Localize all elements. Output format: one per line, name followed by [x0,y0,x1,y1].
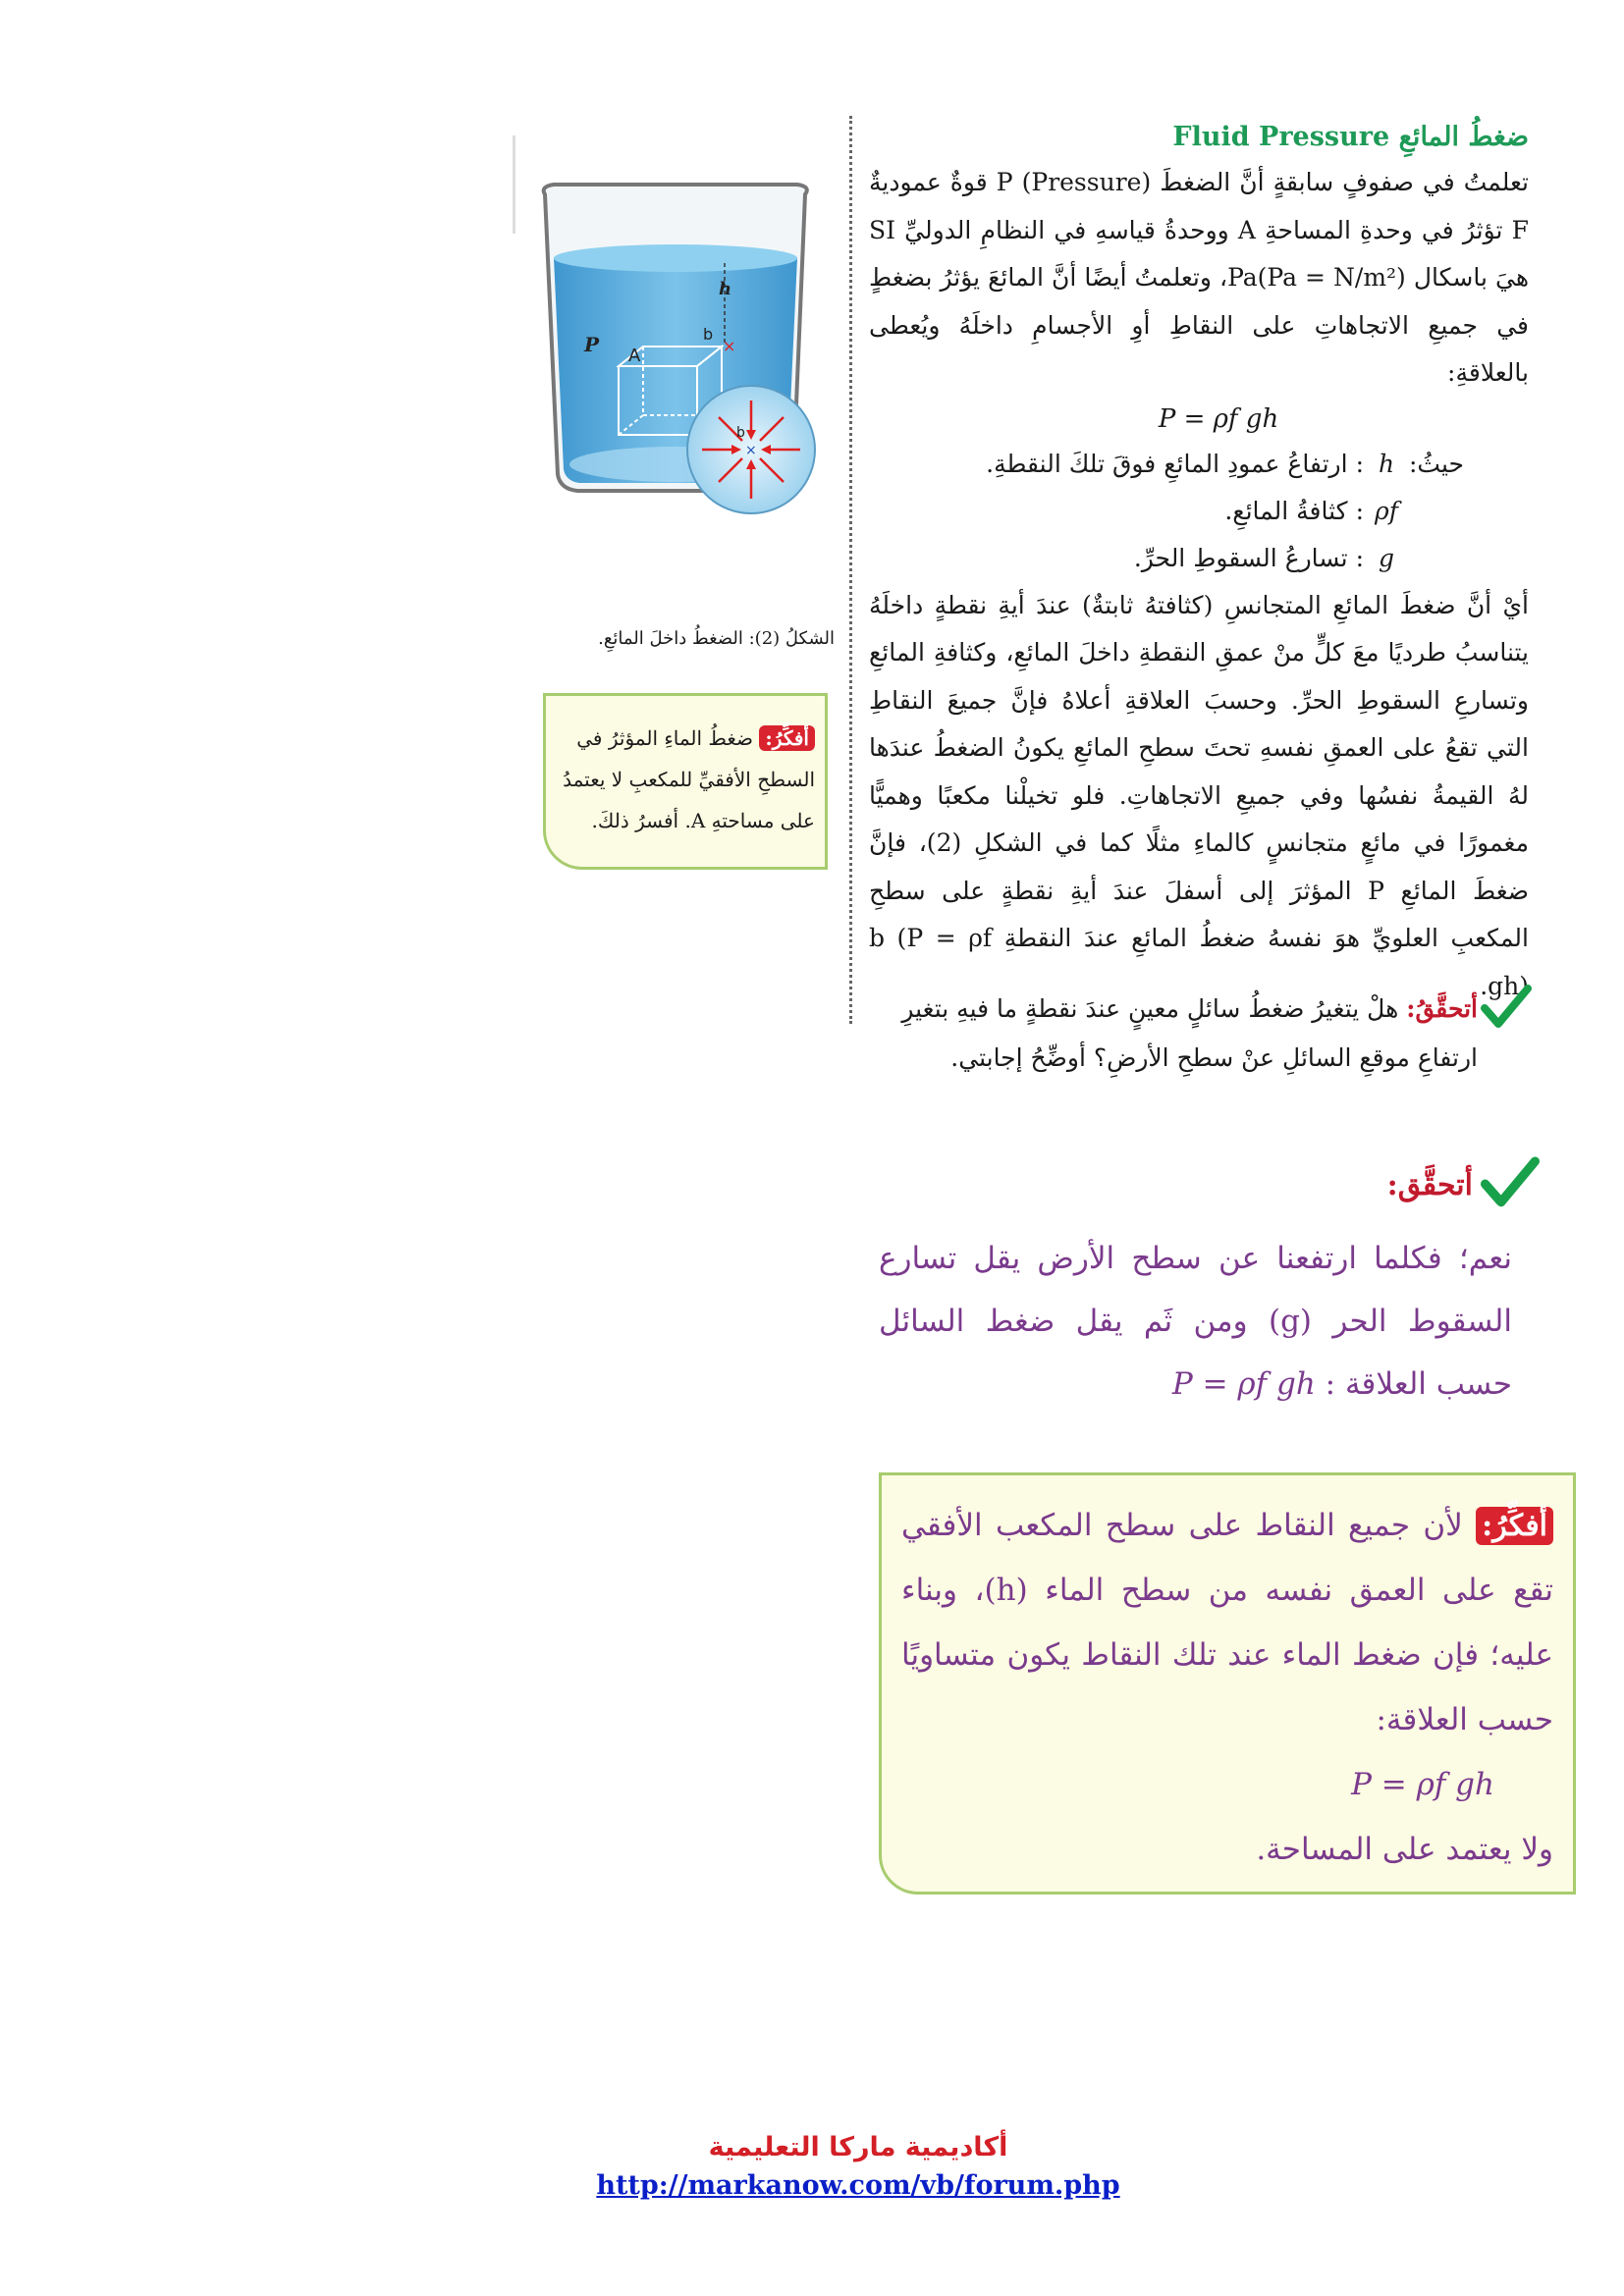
zoom-point-marker: × [745,443,757,458]
answer-check-text: نعم؛ فكلما ارتفعنا عن سطح الأرض يقل تسارع السقوط الحر (g) ومن ثَم يقل ضغط السائل حسب العلاقة : P = ρf gh [879,1241,1512,1402]
footer [0,2132,1624,2201]
definition-symbol: ρf [1375,496,1398,525]
point-b-marker: × [723,337,736,355]
think-label: أفكِّرُ: [1476,1507,1553,1545]
main-text-column [869,116,1529,1010]
answer-think-box [879,1472,1576,1895]
footer-title: أكاديمية ماركا التعليمية [708,2132,1008,2163]
check-question-text: هلْ يتغيرُ ضغطُ سائلٍ معينٍ عندَ نقطةٍ ما فيهِ بتغيرِ ارتفاعِ موقعِ السائلِ عنْ سطحِ الأرضِ؟ أوضِّحُ إجابتي. [901,994,1478,1072]
definition-colon: : [1355,449,1364,478]
definition-colon: : [1355,543,1364,572]
figure-label-a: A [628,346,641,366]
figure-caption: الشكلُ (2): الضغطُ داخلَ المائعِ. [598,628,835,649]
think-label: أفكِّرُ: [759,725,815,751]
section-title-ar: ضغطُ المائعِ [1398,122,1529,152]
check-question [889,985,1478,1083]
footer-link[interactable]: http://markanow.com/vb/forum.php [596,2170,1120,2201]
where-label: حيثُ: [1409,449,1464,478]
definition-text: كثافةُ المائعِ. [1224,496,1348,525]
figure-label-p: P [584,333,600,356]
figure-label-b: b [703,325,714,344]
intro-paragraph: تعلمتُ في صفوفٍ سابقةٍ أنَّ الضغطَ P (Pressure) قوةٌ عموديةٌ F تؤثرُ في وحدةِ المساحةِ A ووحدةُ قياسهِ في النظامِ الدوليِّ SI هيَ باسكال Pa(Pa = N/m²)، وتعلمتُ أيضًا أنَّ المائعَ يؤثرُ بضغطٍ في جميعِ الاتجاهاتِ على النقاطِ أوِ الأجسامِ داخلَهُ ويُعطى بالعلاقةِ: [869,168,1529,387]
side-think-text: ضغطُ الماءِ المؤثرُ في السطحِ الأفقيِّ للمكعبِ لا يعتمدُ على مساحتهِ A. أفسرُ ذلكَ. [563,726,815,832]
answer-think-text: لأن جميع النقاط على سطح المكعب الأفقي تقع على العمق نفسه من سطح الماء (h)، وبناء عليه؛ فإن ضغط الماء عند تلك النقاط يكون متساويًا حسب العلاقة: [901,1508,1553,1737]
definition-symbol: g [1378,543,1394,572]
definition-symbol: h [1378,449,1395,478]
answer-check-equation: P = ρf gh [1171,1366,1316,1402]
definition-row [869,535,1529,582]
definition-colon: : [1355,496,1364,525]
definition-text: ارتفاعُ عمودِ المائعِ فوقَ تلكَ النقطةِ. [986,449,1348,478]
section-title-en: Fluid Pressure [1172,122,1390,152]
explanation-paragraph: أيْ أنَّ ضغطَ المائعِ المتجانسِ (كثافتهُ ثابتةٌ) عندَ أيةِ نقطةٍ داخلَهُ يتناسبُ طرديًا معَ كلٍّ منْ عمقِ النقطةِ داخلَ المائعِ، وكثافةِ المائعِ وتسارعِ السقوطِ الحرِّ. وحسبَ العلاقةِ أعلاهُ فإنَّ جميعَ النقاطِ التي تقعُ على العمقِ نفسهِ تحتَ سطحِ المائعِ يكونُ الضغطُ عندَها لهُ القيمةُ نفسُها وفي جميعِ الاتجاهاتِ. فلو تخيلْنا مكعبًا وهميًّا مغمورًا في مائعٍ متجانسٍ كالماءِ مثلًا كما في الشكلِ (2)، فإنَّ ضغطَ المائعِ P المؤثرَ إلى أسفلَ عندَ أيةِ نقطةٍ على سطحِ المكعبِ العلويِّ هوَ نفسهُ ضغطُ المائعِ عندَ النقطةِ b (P = ρf gh). [869,590,1530,1000]
section-heading [869,116,1529,159]
definition-text: تسارعُ السقوطِ الحرِّ. [1133,543,1348,572]
side-think-box [543,693,828,870]
answer-check-label: أتحقَّق: [1386,1168,1473,1202]
definition-row [869,488,1529,535]
column-divider [849,116,852,1024]
answer-think-closing: ولا يعتمد على المساحة. [1256,1832,1553,1867]
check-label: أتحقَّقُ: [1406,994,1478,1023]
zoom-label-b: b [736,425,745,441]
answer-think-equation: P = ρf gh [1351,1767,1494,1802]
checkmark-icon [1481,985,1532,1030]
figure-beaker [511,116,835,567]
pressure-equation: P = ρf gh [1158,403,1279,434]
checkmark-icon [1481,1156,1540,1209]
figure-label-h: h [719,279,732,299]
definition-row [869,441,1529,488]
